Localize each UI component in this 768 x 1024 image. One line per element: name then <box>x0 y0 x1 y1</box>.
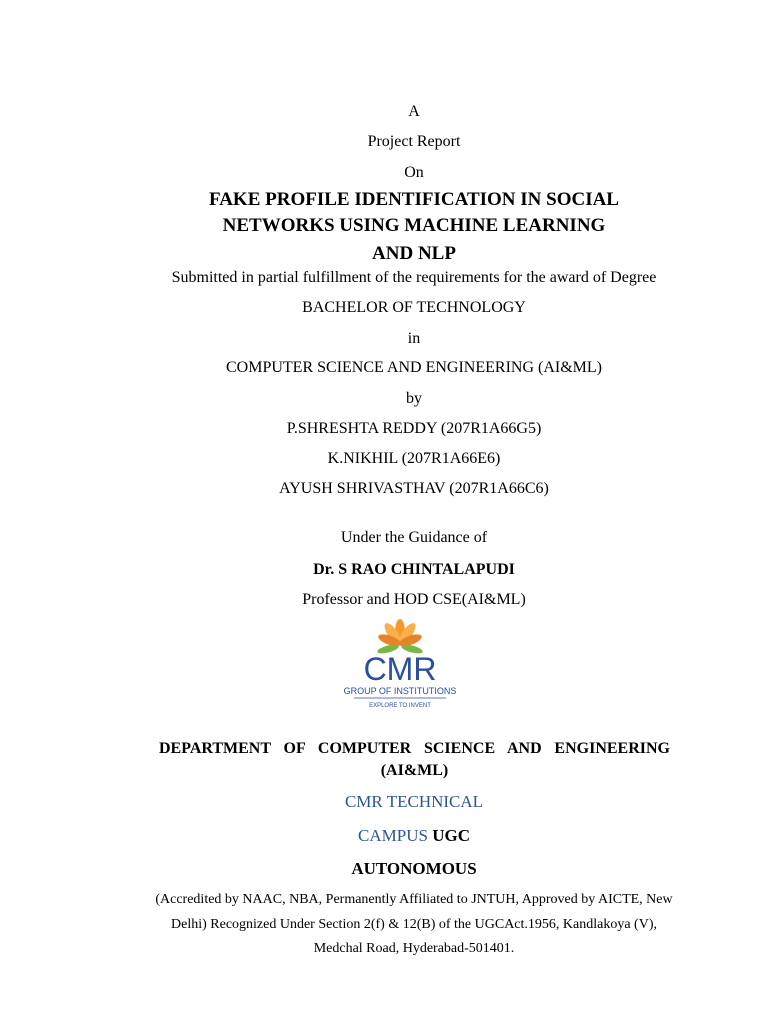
guidance-label: Under the Guidance of <box>340 529 488 546</box>
campus-word: CAMPUS <box>358 826 428 845</box>
guide-title: Professor and HOD CSE(AI&ML) <box>302 591 526 608</box>
campus-line-2 <box>60 826 768 846</box>
logo-tagline: EXPLORE TO INVENT <box>369 703 431 709</box>
in-line: in <box>407 330 421 347</box>
autonomous-line: AUTONOMOUS <box>351 859 477 878</box>
logo-subtitle: GROUP OF INSTITUTIONS <box>343 686 457 696</box>
student-1: P.SHRESHTA REDDY (207R1A66G5) <box>286 420 542 437</box>
accreditation-line-2: Delhi) Recognized Under Section 2(f) & 12(B) of the UGCAct.1956, Kandlakoya (V), <box>171 917 657 932</box>
degree-line: BACHELOR OF TECHNOLOGY <box>302 299 526 316</box>
branch-line: COMPUTER SCIENCE AND ENGINEERING (AI&ML) <box>226 359 602 376</box>
by-line: by <box>406 390 422 407</box>
ugc-word: UGC <box>432 826 470 845</box>
guide-name: Dr. S RAO CHINTALAPUDI <box>313 561 515 578</box>
cmr-logo <box>330 618 470 710</box>
line-a: A <box>408 103 420 120</box>
department-line-2: (AI&ML) <box>380 762 449 779</box>
accreditation-line-3: Medchal Road, Hyderabad-501401. <box>313 941 515 956</box>
department-line-1: DEPARTMENT OF COMPUTER SCIENCE AND ENGINEERING <box>159 740 670 757</box>
student-3: AYUSH SHRIVASTHAV (207R1A66C6) <box>279 480 549 497</box>
accreditation-line-1: (Accredited by NAAC, NBA, Permanently Affiliated to JNTUH, Approved by AICTE, New <box>155 892 673 907</box>
logo-text: CMR <box>363 651 437 687</box>
title-line-2: NETWORKS USING MACHINE LEARNING <box>222 215 606 236</box>
cmr-flower-icon <box>330 618 470 710</box>
line-project-report: Project Report <box>367 133 461 150</box>
campus-line-1: CMR TECHNICAL <box>344 792 484 811</box>
submitted-line: Submitted in partial fulfillment of the requirements for the award of Degree <box>171 269 657 286</box>
student-2: K.NIKHIL (207R1A66E6) <box>327 450 501 467</box>
line-on: On <box>404 164 424 181</box>
title-line-1: FAKE PROFILE IDENTIFICATION IN SOCIAL <box>209 189 619 210</box>
title-line-3: AND NLP <box>372 243 456 264</box>
